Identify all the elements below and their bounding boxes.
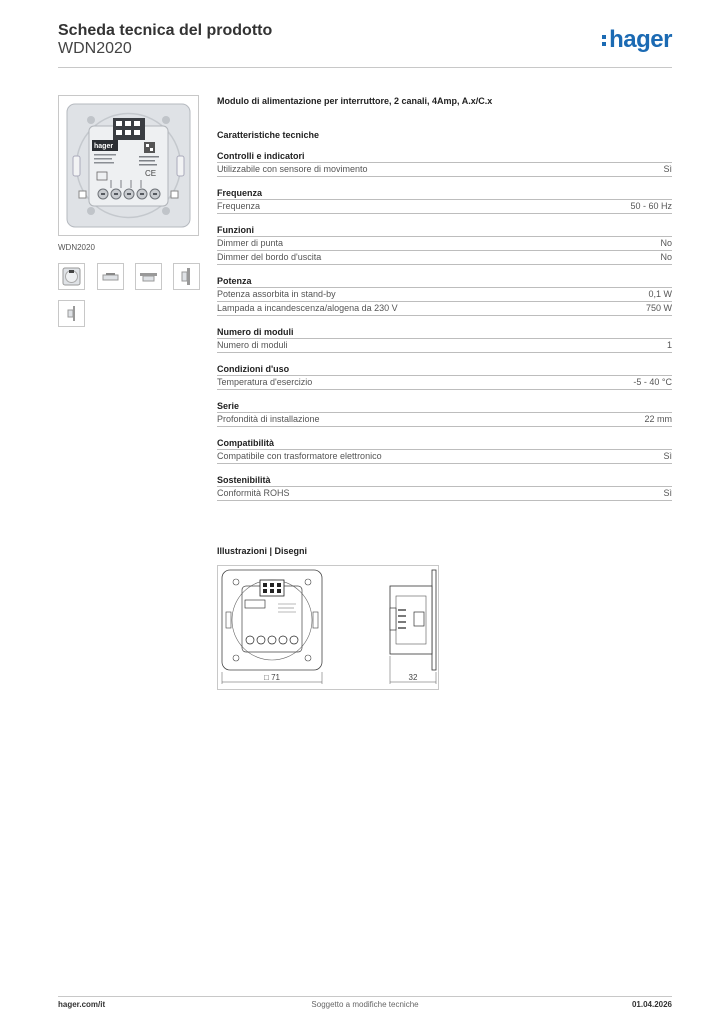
spec-section-title: Funzioni [217, 224, 672, 237]
thumbnail-front-view[interactable] [58, 263, 85, 290]
dimension-width-label: □ 71 [264, 673, 280, 682]
illustrations-title: Illustrazioni | Disegni [217, 546, 308, 556]
back-view-icon [59, 301, 84, 326]
spec-row [217, 163, 672, 177]
spec-label: Temperatura d'esercizio [217, 377, 313, 387]
product-code: WDN2020 [58, 40, 132, 57]
image-caption: WDN2020 [58, 243, 95, 252]
logo-wordmark: hager [609, 26, 672, 53]
device-brand-label: hager [94, 143, 114, 150]
product-device-drawing [59, 96, 198, 235]
spec-value: 750 W [645, 303, 672, 313]
dimension-depth-label: 32 [408, 673, 418, 682]
product-main-image [58, 95, 199, 236]
spec-section [217, 400, 672, 427]
svg-text:CE: CE [145, 169, 157, 178]
side-view-icon [136, 264, 161, 289]
product-description: Modulo di alimentazione per interruttore, 2 canali, 4Amp, A.x/C.x [217, 96, 493, 106]
spec-sections [217, 150, 672, 501]
spec-value: No [660, 238, 672, 248]
spec-row [217, 413, 672, 427]
spec-value: Sì [663, 451, 672, 461]
thumbnail-top-view[interactable] [97, 263, 124, 290]
logo-colon-icon [602, 31, 607, 47]
spec-row [217, 237, 672, 251]
spec-section [217, 363, 672, 390]
spec-section-title: Sostenibilità [217, 474, 672, 487]
spec-label: Compatibile con trasformatore elettronico [217, 451, 382, 461]
spec-section-title: Serie [217, 400, 672, 413]
spec-value: Sì [663, 164, 672, 174]
spec-section [217, 275, 672, 316]
spec-section [217, 437, 672, 464]
spec-label: Dimmer di punta [217, 238, 284, 248]
spec-label: Frequenza [217, 201, 261, 211]
thumbnail-side-view[interactable] [135, 263, 162, 290]
document-title: Scheda tecnica del prodotto [58, 22, 273, 39]
spec-section [217, 150, 672, 177]
spec-label: Dimmer del bordo d'uscita [217, 252, 322, 262]
top-view-icon [98, 264, 123, 289]
spec-value: -5 - 40 °C [633, 377, 672, 387]
spec-section-title: Potenza [217, 275, 672, 288]
spec-value: 1 [666, 340, 672, 350]
thumbnail-side-profile[interactable] [173, 263, 200, 290]
spec-value: 0,1 W [648, 289, 672, 299]
spec-row [217, 251, 672, 265]
page-header [58, 20, 672, 68]
footer-website-link[interactable]: hager.com/it [58, 1000, 106, 1009]
side-profile-icon [174, 264, 199, 289]
spec-row [217, 339, 672, 353]
footer-note: Soggetto a modifiche tecniche [311, 1000, 419, 1009]
spec-label: Profondità di installazione [217, 414, 320, 424]
specifications-column [217, 96, 672, 511]
thumbnail-back-view[interactable] [58, 300, 85, 327]
technical-drawing [217, 565, 439, 690]
spec-label: Potenza assorbita in stand-by [217, 289, 336, 299]
spec-value: 50 - 60 Hz [630, 201, 672, 211]
spec-section-title: Numero di moduli [217, 326, 672, 339]
spec-row [217, 487, 672, 501]
spec-section-title: Compatibilità [217, 437, 672, 450]
spec-value: Sì [663, 488, 672, 498]
spec-section-title: Controlli e indicatori [217, 150, 672, 163]
hager-logo [602, 28, 672, 52]
spec-section-title: Condizioni d'uso [217, 363, 672, 376]
spec-row [217, 450, 672, 464]
spec-value: No [660, 252, 672, 262]
spec-label: Numero di moduli [217, 340, 288, 350]
spec-section [217, 224, 672, 265]
spec-row [217, 288, 672, 302]
footer-date: 01.04.2026 [631, 1000, 672, 1009]
dimension-drawing [218, 566, 438, 689]
spec-section [217, 187, 672, 214]
spec-row [217, 302, 672, 316]
front-view-icon [59, 264, 84, 289]
spec-section [217, 474, 672, 501]
spec-value: 22 mm [644, 414, 672, 424]
spec-section [217, 326, 672, 353]
technical-characteristics-title: Caratteristiche tecniche [217, 130, 320, 140]
spec-row [217, 200, 672, 214]
page-footer [58, 996, 672, 1016]
spec-section-title: Frequenza [217, 187, 672, 200]
spec-label: Lampada a incandescenza/alogena da 230 V [217, 303, 398, 313]
spec-label: Utilizzabile con sensore di movimento [217, 164, 368, 174]
spec-row [217, 376, 672, 390]
spec-label: Conformità ROHS [217, 488, 290, 498]
